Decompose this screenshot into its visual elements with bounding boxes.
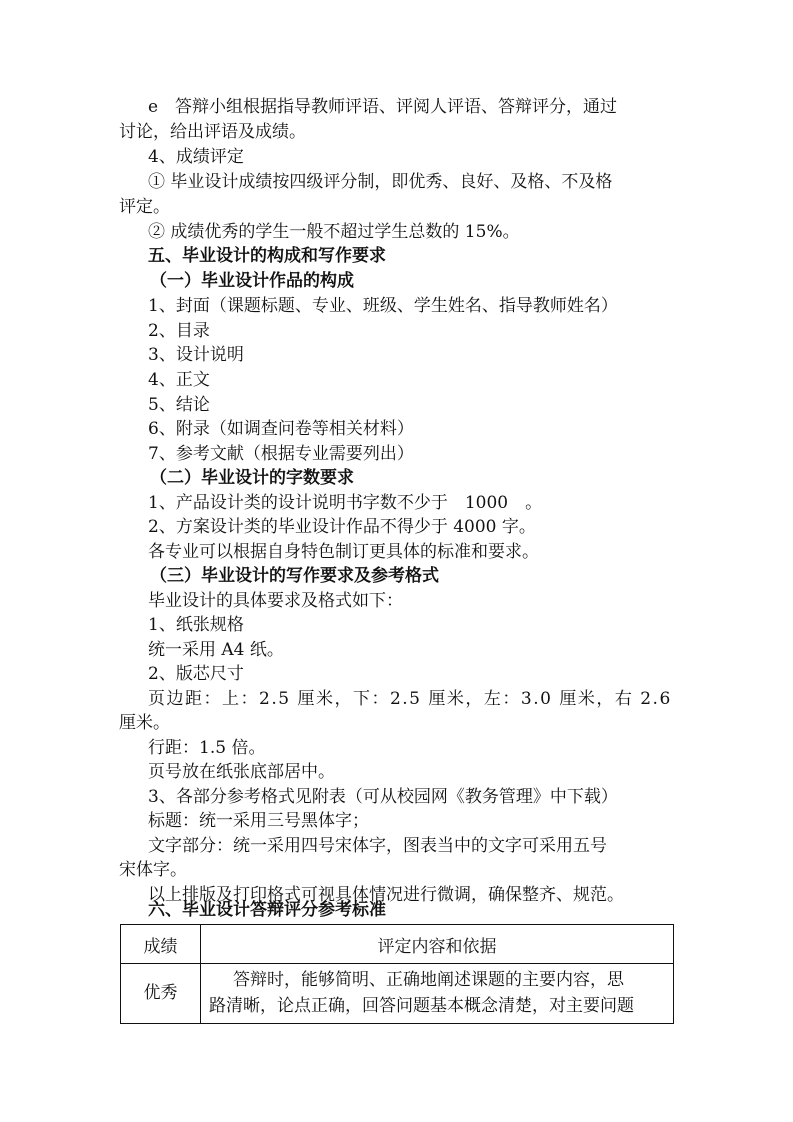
table-header-row: [121, 925, 674, 964]
text-line: 厘米。: [119, 713, 170, 733]
list-item: 3、设计说明: [148, 345, 244, 365]
text-line: ② 成绩优秀的学生一般不超过学生总数的 15%。: [148, 222, 520, 242]
text-line: 2、版芯尺寸: [148, 664, 244, 684]
list-item: 6、附录（如调查问卷等相关材料）: [148, 419, 414, 439]
list-item: 5、结论: [148, 395, 210, 415]
grade-cell: 优秀: [121, 964, 201, 1024]
text-line: 行距：1.5 倍。: [148, 738, 266, 758]
list-item: 7、参考文献（根据专业需要列出）: [148, 444, 414, 464]
section-heading-six: 六、毕业设计答辩评分参考标准: [148, 900, 386, 920]
text-line: e 答辩小组根据指导教师评语、评阅人评语、答辩评分，通过: [148, 97, 618, 117]
text-line: 以上排版及打印格式可视具体情况进行微调，确保整齐、规范。: [148, 885, 624, 905]
section-heading-five: 五、毕业设计的构成和写作要求: [148, 246, 386, 266]
text-line: 评定。: [119, 197, 170, 217]
text-line: 讨论，给出评语及成绩。: [119, 122, 306, 142]
list-item: 1、封面（课题标题、专业、班级、学生姓名、指导教师姓名）: [148, 296, 618, 316]
list-item: 2、目录: [148, 321, 210, 341]
grading-criteria-table: [120, 924, 674, 1024]
section-heading-grading: 4、成绩评定: [148, 147, 244, 167]
text-line: 宋体字。: [119, 860, 187, 880]
criteria-cell: [201, 964, 674, 1024]
subsection-heading-word-count: （二）毕业设计的字数要求: [150, 468, 354, 488]
table-row: [121, 964, 674, 1024]
text-line: 标题：统一采用三号黑体字；: [148, 811, 369, 831]
text-line: 统一采用 A4 纸。: [148, 640, 284, 660]
header-grade: 成绩: [121, 925, 201, 964]
text-line: 页边距：上：2.5 厘米，下：2.5 厘米，左：3.0 厘米，右 2.6: [148, 689, 672, 709]
criteria-line: 路清晰，论点正确，回答问题基本概念清楚，对主要问题: [209, 996, 634, 1016]
criteria-line: 答辩时，能够简明、正确地阐述课题的主要内容，思: [233, 970, 624, 990]
text-line: 3、各部分参考格式见附表（可从校园网《教务管理》中下载）: [148, 787, 618, 807]
text-line: 毕业设计的具体要求及格式如下：: [148, 591, 403, 611]
subsection-heading-format: （三）毕业设计的写作要求及参考格式: [150, 566, 439, 586]
text-line: ① 毕业设计成绩按四级评分制，即优秀、良好、及格、不及格: [148, 172, 613, 192]
text-line: 1、产品设计类的设计说明书字数不少于 1000 。: [148, 493, 543, 513]
text-line: 各专业可以根据自身特色制订更具体的标准和要求。: [148, 542, 539, 562]
subsection-heading-composition: （一）毕业设计作品的构成: [150, 271, 354, 291]
text-line: 2、方案设计类的毕业设计作品不得少于 4000 字。: [148, 517, 536, 537]
header-criteria: 评定内容和依据: [201, 925, 674, 964]
text-line: 文字部分：统一采用四号宋体字，图表当中的文字可采用五号: [148, 836, 607, 856]
text-line: 1、纸张规格: [148, 615, 244, 635]
list-item: 4、正文: [148, 370, 210, 390]
text-line: 页号放在纸张底部居中。: [148, 762, 335, 782]
